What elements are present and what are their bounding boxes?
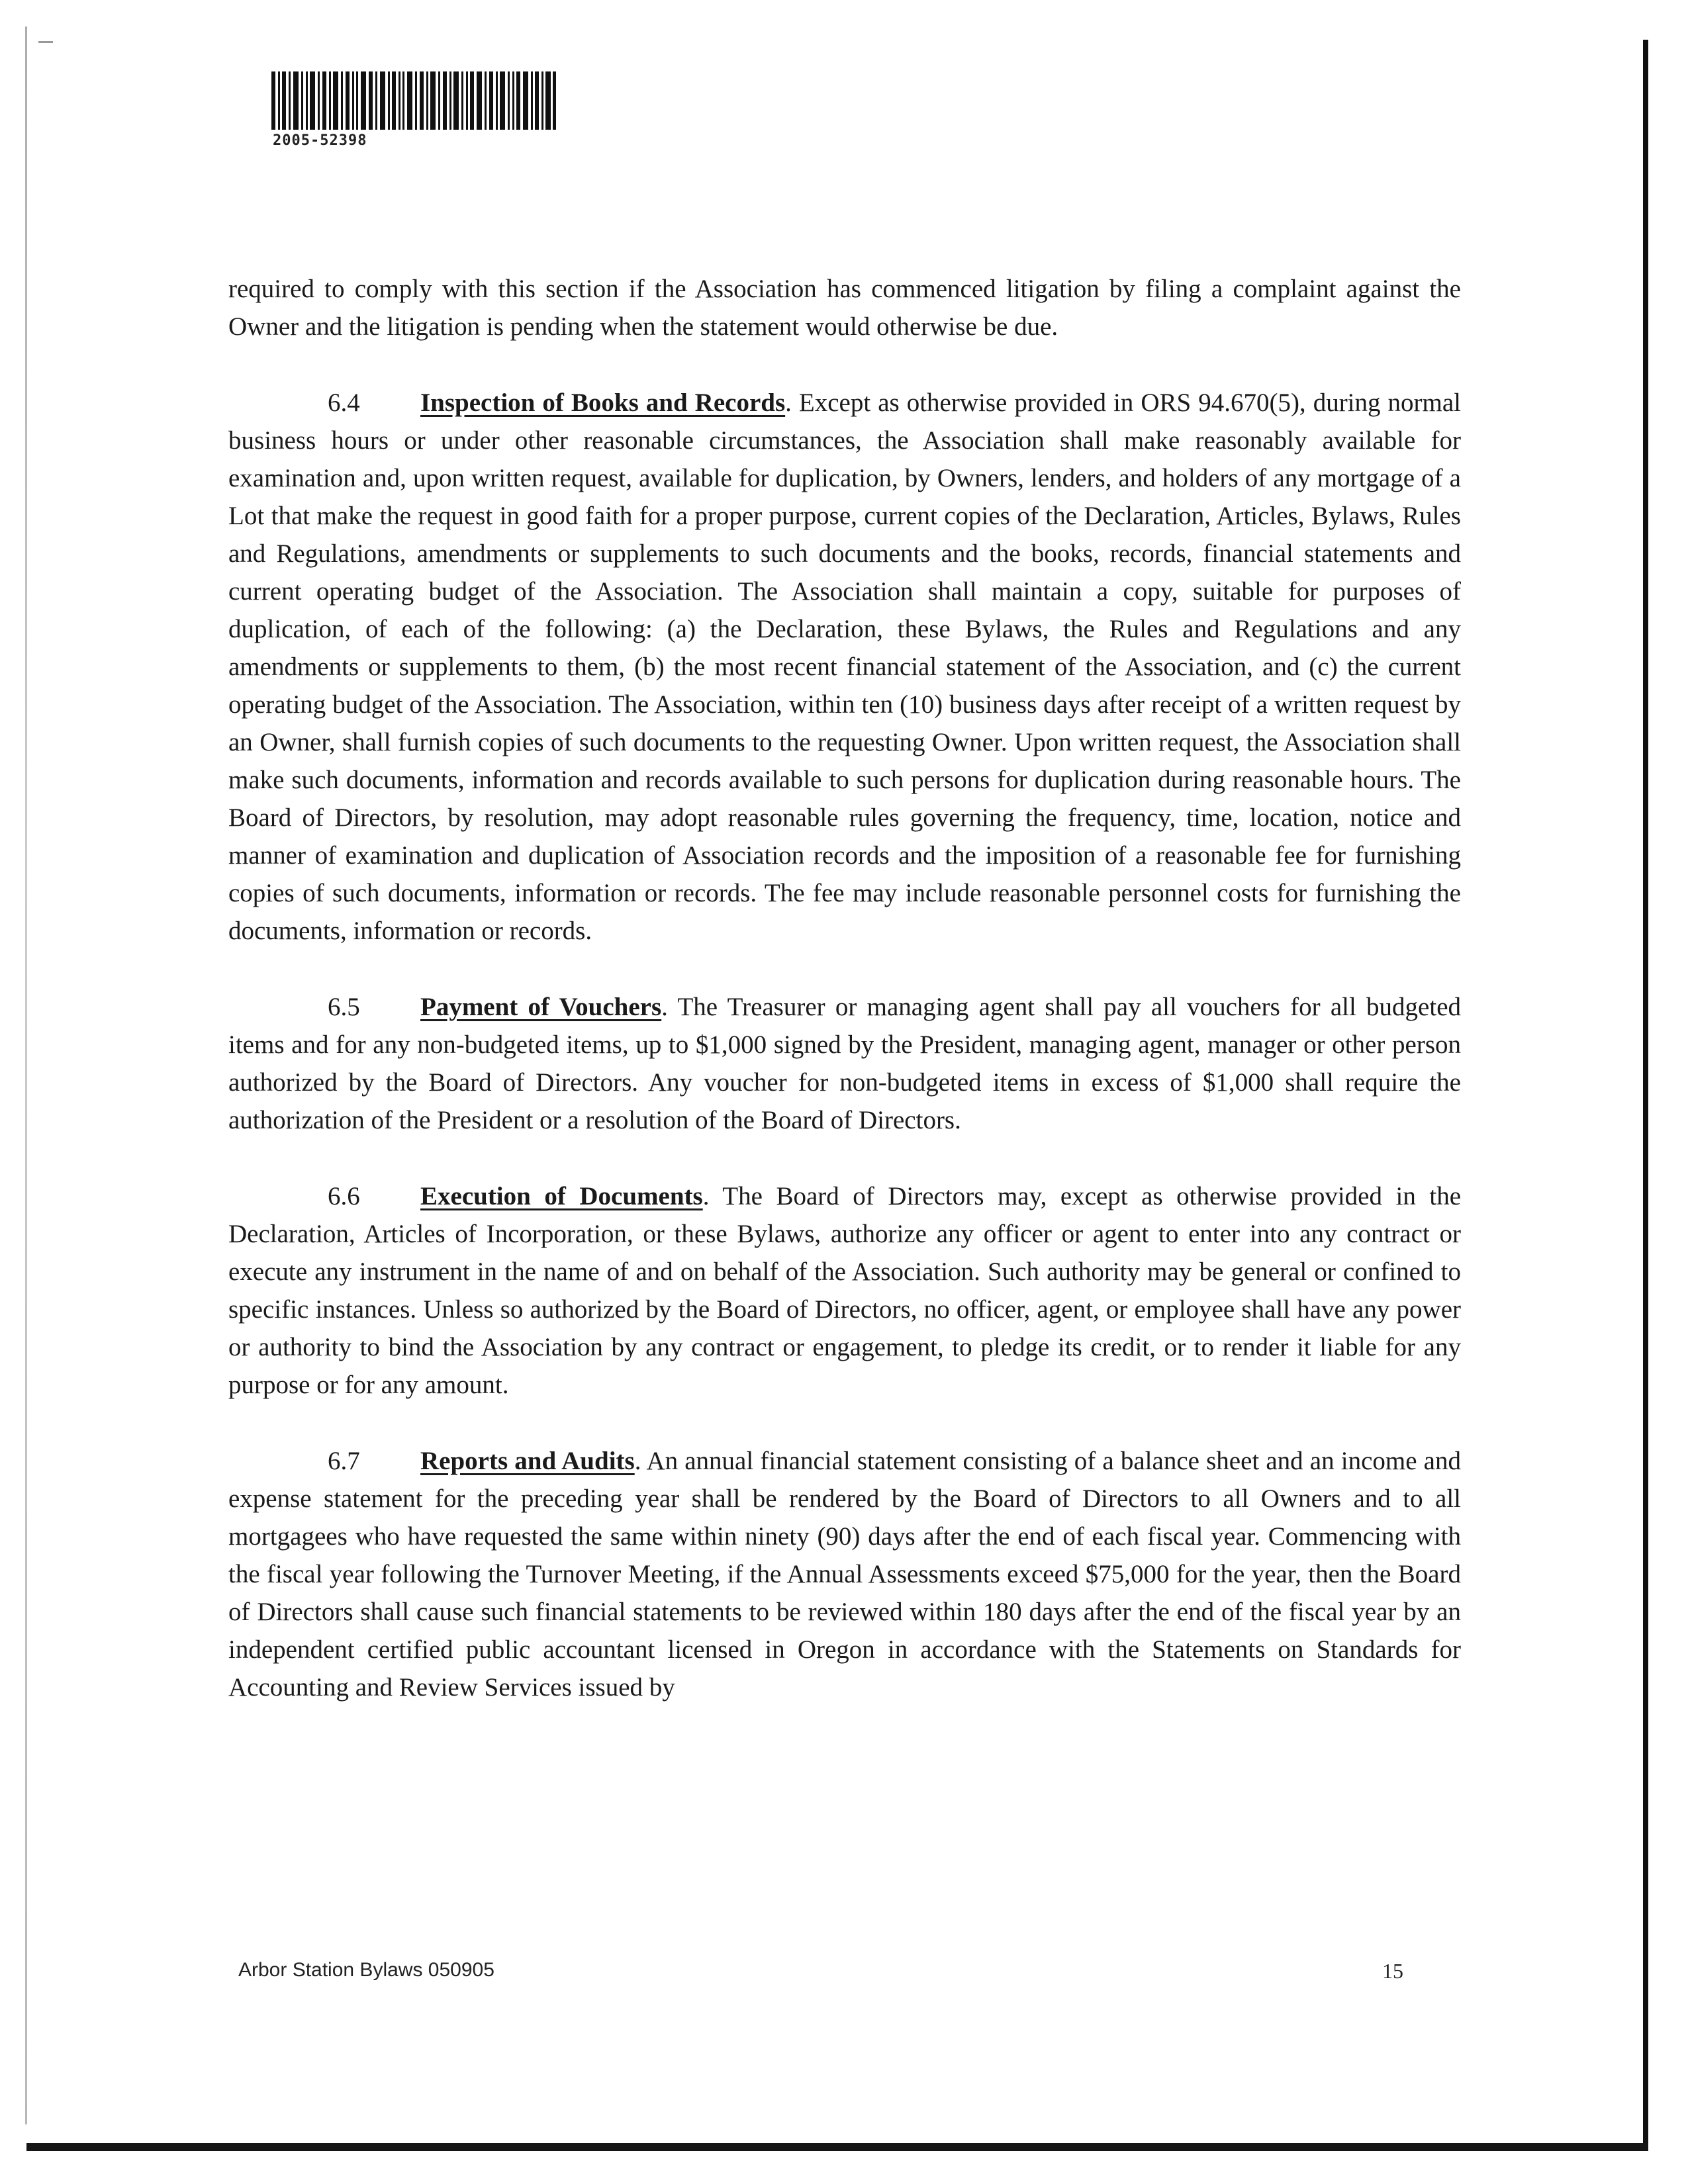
section-number: 6.6 <box>328 1182 360 1210</box>
section-6-4 <box>228 384 1461 950</box>
document-body <box>228 270 1461 1745</box>
page-footer <box>238 1959 1403 1992</box>
section-number: 6.5 <box>328 993 360 1021</box>
recording-barcode <box>271 71 563 158</box>
section-body: . Except as otherwise provided in ORS 94.670(5), during normal business hours or under other reasonable circumstances, the Association shall make reasonably available for examination and, upon written request, available for duplication, by Owners, lenders, and holders of any mortgage of a Lot that make the request in good faith for a proper purpose, current copies of the Declaration, Articles, Bylaws, Rules and Regulations, amendments or supplements to such documents and the books, records, financial statements and current operating budget of the Association. The Association shall maintain a copy, suitable for purposes of duplication, of each of the following: (a) the Declaration, these Bylaws, the Rules and Regulations and any amendments or supplements to them, (b) the most recent financial statement of the Association, and (c) the current operating budget of the Association. The Association, within ten (10) business days after receipt of a written request by an Owner, shall furnish copies of such documents to the requesting Owner. Upon written request, the Association shall make such documents, information and records available to such persons for duplication during reasonable hours. The Board of Directors, by resolution, may adopt reasonable rules governing the frequency, time, location, notice and manner of examination and duplication of Association records and the imposition of a reasonable fee for furnishing copies of such documents, information or records. The fee may include reasonable personnel costs for furnishing the documents, information or records. <box>228 388 1461 945</box>
section-body: . The Treasurer or managing agent shall pay all vouchers for all budgeted items and for any non-budgeted items, up to $1,000 signed by the President, managing agent, manager or other person authorized by the Board of Directors. Any voucher for non-budgeted items in excess of $1,000 shall require the authorization of the President or a resolution of the Board of Directors. <box>228 993 1462 1134</box>
section-6-6 <box>228 1177 1461 1404</box>
section-number: 6.4 <box>328 388 360 417</box>
footer-document-title: Arbor Station Bylaws 050905 <box>238 1959 494 1981</box>
section-6-7 <box>228 1442 1461 1706</box>
scan-edge-left <box>25 26 27 2124</box>
section-heading: Reports and Audits <box>420 1447 635 1475</box>
section-body: . The Board of Directors may, except as otherwise provided in the Declaration, Articles of Incorporation, or these Bylaws, authorize any officer or agent to enter into any contract or execute any instrument in the name of and on behalf of the Association. Such authority may be general or confined to specific instances. Unless so authorized by the Board of Directors, no officer, agent, or employee shall have any power or authority to bind the Association by any contract or engagement, to pledge its credit, or to render it liable for any purpose or for any amount. <box>228 1182 1462 1399</box>
section-heading: Inspection of Books and Records <box>420 388 786 417</box>
page-number: 15 <box>1382 1959 1403 1983</box>
scan-edge-right <box>1643 40 1648 2151</box>
section-number: 6.7 <box>328 1447 360 1475</box>
section-heading: Payment of Vouchers <box>420 993 662 1021</box>
scan-edge-bottom <box>26 2143 1648 2151</box>
barcode-icon <box>271 71 556 130</box>
section-heading: Execution of Documents <box>420 1182 703 1210</box>
barcode-number: 2005-52398 <box>273 132 367 149</box>
section-body: . An annual financial statement consisting of a balance sheet and an income and expense statement for the preceding year shall be rendered by the Board of Directors to all Owners and to all mortgagees who have requested the same within ninety (90) days after the end of each fiscal year. Commencing with the fiscal year following the Turnover Meeting, if the Annual Assessments exceed $75,000 for the year, then the Board of Directors shall cause such financial statements to be reviewed within 180 days after the end of the fiscal year by an independent certified public accountant licensed in Oregon in accordance with the Statements on Standards for Accounting and Review Services issued by <box>228 1447 1461 1702</box>
continuation-paragraph: required to comply with this section if the Association has commenced litigation by filing a complaint against the Owner and the litigation is pending when the statement would otherwise be due. <box>228 275 1461 341</box>
section-6-5 <box>228 988 1461 1139</box>
scan-mark <box>38 41 53 43</box>
